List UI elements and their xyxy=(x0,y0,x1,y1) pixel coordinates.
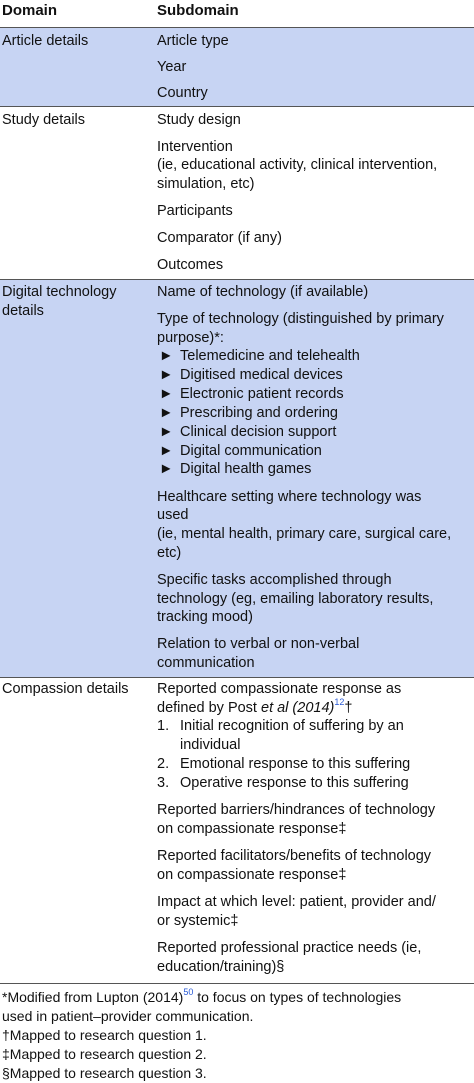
digital-domain-label: Digital technology xyxy=(2,284,117,300)
study-domain-label: Study details xyxy=(2,112,86,128)
subdomain-item: communication xyxy=(157,655,255,671)
subdomain-item: technology (eg, emailing laboratory results, xyxy=(157,591,434,607)
bullet-arrow-icon: ► xyxy=(159,443,174,459)
compassion-domain-label: Compassion details xyxy=(2,681,129,697)
list-item: Clinical decision support xyxy=(180,424,337,440)
subdomain-item: Specific tasks accomplished through xyxy=(157,572,392,588)
bullet-arrow-icon: ► xyxy=(159,348,174,364)
table-bottom-rule xyxy=(0,983,474,984)
subdomain-item: Name of technology (if available) xyxy=(157,284,369,300)
subdomain-item: simulation, etc) xyxy=(157,176,255,192)
list-item: Telemedicine and telehealth xyxy=(180,348,360,364)
citation-superscript: 12 xyxy=(334,697,345,707)
footnote: §Mapped to research question 3. xyxy=(2,1065,207,1081)
footnote: *Modified from Lupton $(2014)^{50}$ to focus on types of technologies xyxy=(2,987,402,1005)
bullet-arrow-icon: ► xyxy=(159,424,174,440)
domain-column-header: Domain xyxy=(2,2,58,19)
subdomain-item: etc) xyxy=(157,545,182,561)
row-divider xyxy=(0,677,474,678)
subdomain-item: Reported professional practice needs (ie, xyxy=(157,940,422,956)
list-item: Digital communication xyxy=(180,443,322,459)
list-item: Digital health games xyxy=(180,461,312,477)
bullet-arrow-icon: ► xyxy=(159,461,174,477)
bullet-arrow-icon: ► xyxy=(159,367,174,383)
subdomain-item: Article type xyxy=(157,33,229,49)
subdomain-item: on compassionate response‡ xyxy=(157,821,347,837)
subdomain-item: used xyxy=(157,507,189,523)
subdomain-item: Reported barriers/hindrances of technology xyxy=(157,802,436,818)
citation-emphasis: et al (2014) xyxy=(261,700,335,716)
subdomain-item: Intervention xyxy=(157,139,233,155)
subdomain-item: (ie, educational activity, clinical intervention, xyxy=(157,157,438,173)
list-item: Operative response to this suffering xyxy=(180,775,409,791)
subdomain-item: Relation to verbal or non-verbal xyxy=(157,636,360,652)
footnote: †Mapped to research question 1. xyxy=(2,1027,207,1043)
footnote: ‡Mapped to research question 2. xyxy=(2,1046,207,1062)
list-number: 2. xyxy=(157,756,170,772)
subdomain-item: defined by Post et al $(2014)^{12}\dagger$ xyxy=(157,697,353,716)
subdomain-item: or systemic‡ xyxy=(157,913,239,929)
subdomain-item: education/training)§ xyxy=(157,959,285,975)
list-item: Emotional response to this suffering xyxy=(180,756,411,772)
bullet-arrow-icon: ► xyxy=(159,405,174,421)
list-number: 1. xyxy=(157,718,170,734)
subdomain-item: Healthcare setting where technology was xyxy=(157,489,422,505)
subdomain-item: Year xyxy=(157,59,187,75)
subdomain-item: Comparator (if any) xyxy=(157,230,282,246)
subdomain-item: on compassionate response‡ xyxy=(157,867,347,883)
table-header xyxy=(0,0,474,28)
digital-domain-label: details xyxy=(2,303,44,319)
footnote: used in patient–provider communication. xyxy=(2,1008,254,1024)
subdomain-item: Outcomes xyxy=(157,257,224,273)
article-domain-label: Article details xyxy=(2,33,89,49)
subdomain-item: (ie, mental health, primary care, surgical care, xyxy=(157,526,452,542)
subdomain-item: Country xyxy=(157,85,208,101)
subdomain-item: Type of technology (distinguished by primary xyxy=(157,311,444,327)
subdomain-item: purpose)*: xyxy=(157,330,224,346)
citation-superscript: 50 xyxy=(183,987,194,997)
subdomain-item: Reported compassionate response as xyxy=(157,681,402,697)
list-number: 3. xyxy=(157,775,170,791)
subdomain-column-header: Subdomain xyxy=(157,2,239,19)
subdomain-item: tracking mood) xyxy=(157,609,253,625)
list-item: Digitised medical devices xyxy=(180,367,343,383)
list-item: Initial recognition of suffering by an xyxy=(180,718,404,734)
list-item: Electronic patient records xyxy=(180,386,344,402)
subdomain-item: Reported facilitators/benefits of technology xyxy=(157,848,432,864)
row-divider xyxy=(0,106,474,107)
list-item: Prescribing and ordering xyxy=(180,405,338,421)
subdomain-item: Study design xyxy=(157,112,241,128)
subdomain-item: Participants xyxy=(157,203,233,219)
bullet-arrow-icon: ► xyxy=(159,386,174,402)
list-item: individual xyxy=(180,737,241,753)
subdomain-item: Impact at which level: patient, provider and/ xyxy=(157,894,436,910)
